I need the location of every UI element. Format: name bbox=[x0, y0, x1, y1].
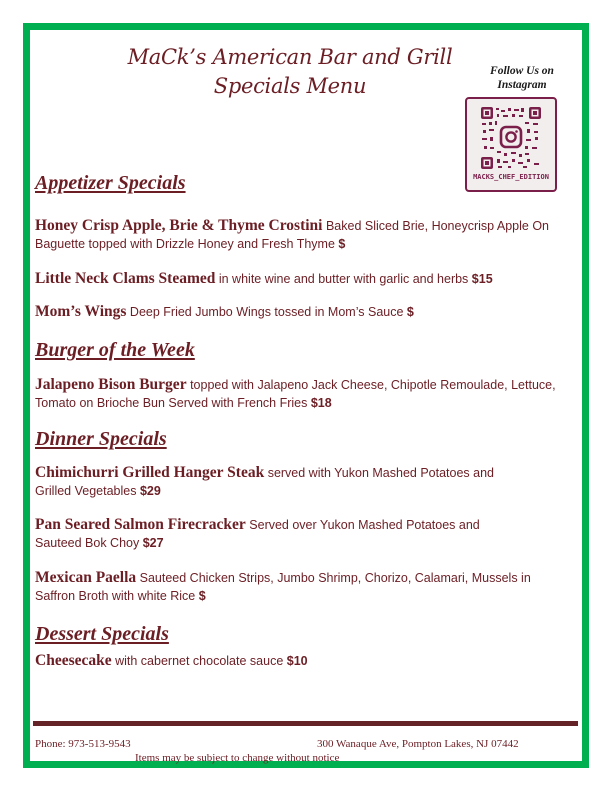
follow-line-2: Instagram bbox=[497, 79, 547, 91]
item-name: Mom’s Wings bbox=[35, 303, 127, 320]
address: 300 Wanaque Ave, Pompton Lakes, NJ 07442 bbox=[317, 738, 519, 750]
section-dinner-specials: Dinner Specials bbox=[35, 428, 167, 450]
item-name: Chimichurri Grilled Hanger Steak bbox=[35, 464, 265, 481]
restaurant-title bbox=[110, 43, 470, 101]
item-description: in white wine and butter with garlic and herbs bbox=[218, 272, 469, 286]
instagram-qr-code[interactable] bbox=[465, 97, 557, 192]
menu-item bbox=[35, 516, 525, 552]
item-description: Served over Yukon Mashed Potatoes and Sauteed Bok Choy bbox=[35, 518, 480, 550]
item-price: $27 bbox=[142, 536, 164, 550]
footer-divider bbox=[33, 721, 578, 726]
menu-item bbox=[35, 652, 575, 670]
phone-number: Phone: 973-513-9543 bbox=[35, 738, 131, 750]
item-price: $ bbox=[198, 589, 206, 603]
item-price: $ bbox=[338, 237, 346, 251]
item-price: $29 bbox=[139, 484, 161, 498]
section-appetizer-specials: Appetizer Specials bbox=[35, 172, 186, 194]
qr-code-icon bbox=[481, 107, 541, 169]
title-line-2: Specials Menu bbox=[213, 74, 367, 98]
item-price: $ bbox=[406, 305, 414, 319]
section-burger-of-the-week: Burger of the Week bbox=[35, 339, 195, 361]
menu-item bbox=[35, 217, 575, 253]
item-name: Jalapeno Bison Burger bbox=[35, 376, 187, 393]
item-name: Honey Crisp Apple, Brie & Thyme Crostini bbox=[35, 217, 323, 234]
menu-item bbox=[35, 303, 575, 321]
menu-item bbox=[35, 569, 555, 605]
change-notice: Items may be subject to change without notice bbox=[135, 752, 340, 764]
item-name: Cheesecake bbox=[35, 652, 112, 669]
item-price: $15 bbox=[471, 272, 493, 286]
title-line-1: MaCk’s American Bar and Grill bbox=[127, 45, 453, 69]
item-description: Deep Fried Jumbo Wings tossed in Mom’s Sauce bbox=[129, 305, 404, 319]
item-description: served with Yukon Mashed Potatoes and Grilled Vegetables bbox=[35, 466, 494, 498]
menu-item bbox=[35, 270, 575, 288]
menu-page bbox=[23, 23, 589, 768]
menu-item bbox=[35, 464, 525, 500]
item-description: topped with Jalapeno Jack Cheese, Chipotle Remoulade, Lettuce, Tomato on Brioche Bun Served with French Fries bbox=[35, 378, 556, 410]
follow-us-label bbox=[472, 64, 572, 92]
menu-item bbox=[35, 376, 575, 412]
section-dessert-specials: Dessert Specials bbox=[35, 623, 169, 645]
item-name: Pan Seared Salmon Firecracker bbox=[35, 516, 246, 533]
instagram-handle: MACKS_CHEF_EDITION bbox=[473, 173, 549, 181]
item-name: Little Neck Clams Steamed bbox=[35, 270, 216, 287]
item-description: Baked Sliced Brie, Honeycrisp Apple On Baguette topped with Drizzle Honey and Fresh Thyme bbox=[35, 219, 550, 251]
item-price: $18 bbox=[310, 396, 332, 410]
item-description: Sauteed Chicken Strips, Jumbo Shrimp, Chorizo, Calamari, Mussels in Saffron Broth with white Rice bbox=[35, 571, 531, 603]
item-price: $10 bbox=[286, 654, 308, 668]
follow-line-1: Follow Us on bbox=[490, 65, 554, 77]
item-description: with cabernet chocolate sauce bbox=[115, 654, 284, 668]
item-name: Mexican Paella bbox=[35, 569, 137, 586]
